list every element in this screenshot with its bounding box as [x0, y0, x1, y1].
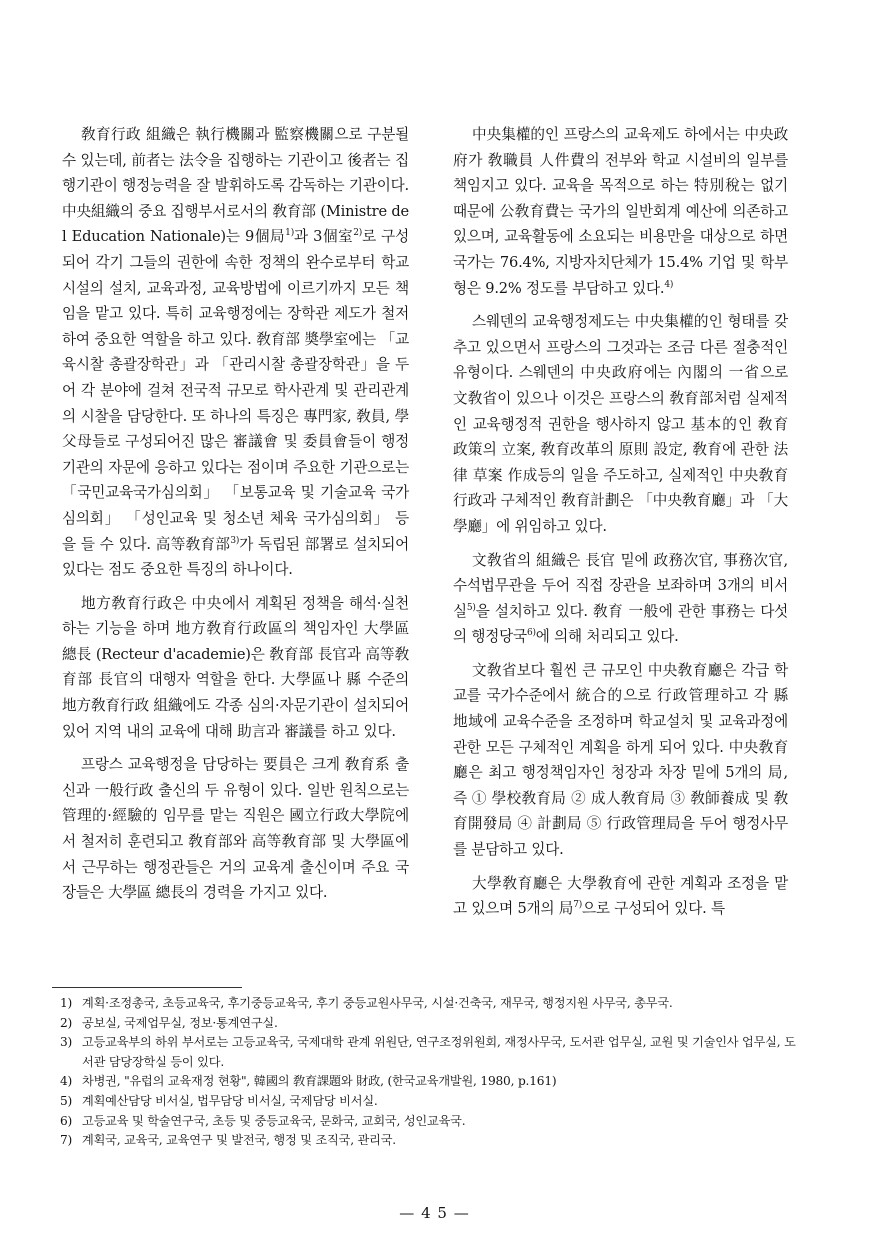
paragraph-text: 가 독립된 部署로 설치되어 있다는 점도 중요한 특징의 하나이다. — [62, 535, 409, 579]
footnote-ref-3: 3) — [230, 535, 240, 546]
paragraph-france-local-administration: 地方敎育行政은 中央에서 계획된 정책을 해석·실천하는 기능을 하며 地方敎育行政區의 책임자인 大學區 總長 (Recteur d'academie)은 敎育部 長官과 高等敎育部 長官의 대행자 역할을 한다. 大學區나 縣 수준의 地方敎育行政 組織에도 각종 심의·자문기관이 설치되어 있어 지역 내의 교육에 대해 助言과 審議를 하고 있다. — [62, 594, 409, 740]
footnote-ref-2: 2) — [353, 228, 363, 239]
footnote-ref-7: 7) — [573, 900, 583, 911]
paragraph-text: 에 의해 처리되고 있다. — [535, 628, 679, 646]
footnote-divider — [52, 987, 242, 988]
footnote-ref-1: 1) — [285, 228, 295, 239]
footnote-number: 5) — [60, 1093, 73, 1108]
footnote-item — [60, 1092, 800, 1112]
paragraph-sweden-overview: 스웨덴의 교육행정제도는 中央集權的인 형태를 갖추고 있으면서 프랑스의 그것과는 조금 다른 절충적인 유형이다. 스웨덴의 中央政府에는 內閣의 一省으로 文敎省이 있으나 이것은 프랑스의 敎育部처럼 실제적인 교육행정적 권한을 행사하지 않고 基本的인 敎育政策의 立案, 敎育改革의 原則 設定, 敎育에 관한 法律 草案 作成등의 일을 주도하고, 실제적인 中央敎育行政과 구체적인 敎育計劃은 「中央敎育廳」과 「大學廳」에 위임하고 있다. — [453, 313, 788, 535]
paragraph-france-finance — [453, 122, 788, 301]
paragraph-france-personnel: 프랑스 교육행정을 담당하는 要員은 크게 敎育系 출신과 一般行政 출신의 두 유형이 있다. 일반 원칙으로는 管理的·經驗的 임무를 맡는 직원은 國立行政大學院에서 철저히 훈련되고 敎育部와 高等敎育部 및 大學區에서 근무하는 행정관들은 거의 교육계 출신이며 주요 국장들은 大學區 總長의 경력을 가지고 있다. — [62, 756, 409, 902]
paragraph-text: 文敎省의 組織은 長官 밑에 政務次官, 事務次官, 수석법무관을 두어 직접 장관을 보좌하며 3개의 비서실 — [453, 551, 788, 620]
paragraph-sweden-central-board: 文敎省보다 훨씬 큰 규모인 中央敎育廳은 각급 학교를 국가수준에서 統合的으로 行政管理하고 각 縣 地域에 교육수준을 조정하며 학교설치 및 교육과정에 관한 모든 구체적인 계획을 하게 되어 있다. 中央敎育廳은 최고 행정책임자인 청장과 차장 밑에 5개의 局, 즉 ① 學校敎育局 ② 成人敎育局 ③ 敎師養成 및 敎育開發局 ④ 計劃局 ⑤ 行政管理局을 두어 행정사무를 분담하고 있다. — [453, 661, 788, 859]
footnotes — [60, 994, 800, 1151]
footnote-item — [60, 994, 800, 1014]
footnote-item — [60, 1033, 800, 1072]
paragraph-text: 을 설치하고 있다. 敎育 一般에 관한 事務는 다섯의 행정당국 — [453, 602, 788, 646]
footnote-text: 계획예산담당 비서실, 법무담당 비서실, 국제담당 비서실. — [82, 1093, 378, 1108]
paragraph-text: 과 3個室 — [294, 228, 354, 246]
paragraph-text: 大學敎育廳은 大學敎育에 관한 계획과 조정을 맡고 있으며 5개의 局 — [453, 874, 788, 918]
left-text-column — [62, 122, 409, 914]
footnote-number: 2) — [60, 1015, 73, 1030]
paragraph-text: 中央集權的인 프랑스의 교육제도 하에서는 中央政府가 敎職員 人件費의 전부와 학교 시설비의 일부를 책임지고 있다. 교육을 목적으로 하는 特別稅는 없기 때문에 公敎育費는 국가의 일반회계 예산에 의존하고 있으며, 교육활동에 소요되는 비용만을 대상으로 하면 국가는 76.4%, 지방자치단체가 15.4% 기업 및 학부형은 9.2% 정도를 부담하고 있다. — [453, 126, 788, 297]
footnote-number: 1) — [60, 996, 73, 1010]
footnote-text: 고등교육 및 학술연구국, 초등 및 중등교육국, 문화국, 교회국, 성인교육국. — [82, 1113, 466, 1128]
footnote-text: 고등교육부의 하위 부서로는 고등교육국, 국제대학 관계 위원단, 연구조정위원회, 재정사무국, 도서관 업무실, 교원 및 기술인사 업무실, 도서관 담당장학실 등이 있다. — [82, 1035, 796, 1069]
footnote-ref-4: 4) — [664, 279, 674, 290]
footnote-ref-5: 5) — [466, 602, 476, 613]
footnote-item — [60, 1112, 800, 1132]
footnote-item — [60, 1131, 800, 1151]
footnote-text: 계획·조정총국, 초등교육국, 후기중등교육국, 후기 중등교원사무국, 시설·건축국, 재무국, 행정지원 사무국, 총무국. — [82, 996, 673, 1010]
paragraph-sweden-ministry — [453, 548, 788, 650]
footnote-ref-6: 6) — [526, 628, 536, 639]
paragraph-sweden-university-board — [453, 871, 788, 922]
page-number: — 4 5 — — [399, 1204, 470, 1222]
paragraph-text: 로 구성되어 각기 그들의 권한에 속한 정책의 완수로부터 학교 시설의 설치, 교육과정, 교육방법에 이르기까지 모든 책임을 맡고 있다. 특히 교육행정에는 장학관 제도가 철저하여 중요한 역할을 하고 있다. 敎育部 奬學室에는 「교육시찰 총괄장학관」과 「관리시찰 총괄장학관」을 두어 각 분야에 걸쳐 전국적 규모로 학사관계 및 관리관계의 시찰을 담당한다. 또 하나의 특징은 專門家, 敎員, 學父母들로 구성되어진 많은 審議會 및 委員會들이 행정기관의 자문에 응하고 있다는 점이며 주요한 기관으로는 「국민교육국가심의회」 「보통교육 및 기술교육 국가심의회」 「성인교육 및 청소년 체육 국가심의회」 등을 들 수 있다. 高等敎育部 — [62, 228, 409, 553]
footnote-text: 공보실, 국제업무실, 정보·통계연구실. — [82, 1015, 278, 1030]
footnote-number: 6) — [60, 1113, 73, 1128]
footnote-number: 3) — [60, 1035, 73, 1050]
footnote-item — [60, 1014, 800, 1034]
footnote-item — [60, 1072, 800, 1092]
right-text-column — [453, 122, 788, 930]
footnote-text: 차병권, "유럽의 교육재정 현황", 韓國의 敎育課題와 財政, (한국교육개발원, 1980, p.161) — [82, 1074, 557, 1089]
footnote-number: 7) — [60, 1133, 73, 1148]
paragraph-text: 으로 구성되어 있다. 특 — [582, 900, 725, 918]
paragraph-france-central-organization — [62, 122, 409, 583]
footnote-text: 계획국, 교육국, 교육연구 및 발전국, 행정 및 조직국, 관리국. — [82, 1133, 396, 1148]
footnote-number: 4) — [60, 1074, 73, 1089]
paragraph-text: 敎育行政 組織은 執行機關과 監察機關으로 구분될 수 있는데, 前者는 法令을 집행하는 기관이고 後者는 집행기관이 행정능력을 잘 발휘하도록 감독하는 기관이다. 中央組織의 중요 집행부서로서의 敎育部 (Ministre de l Education Nationale)는 9個局 — [62, 126, 409, 246]
